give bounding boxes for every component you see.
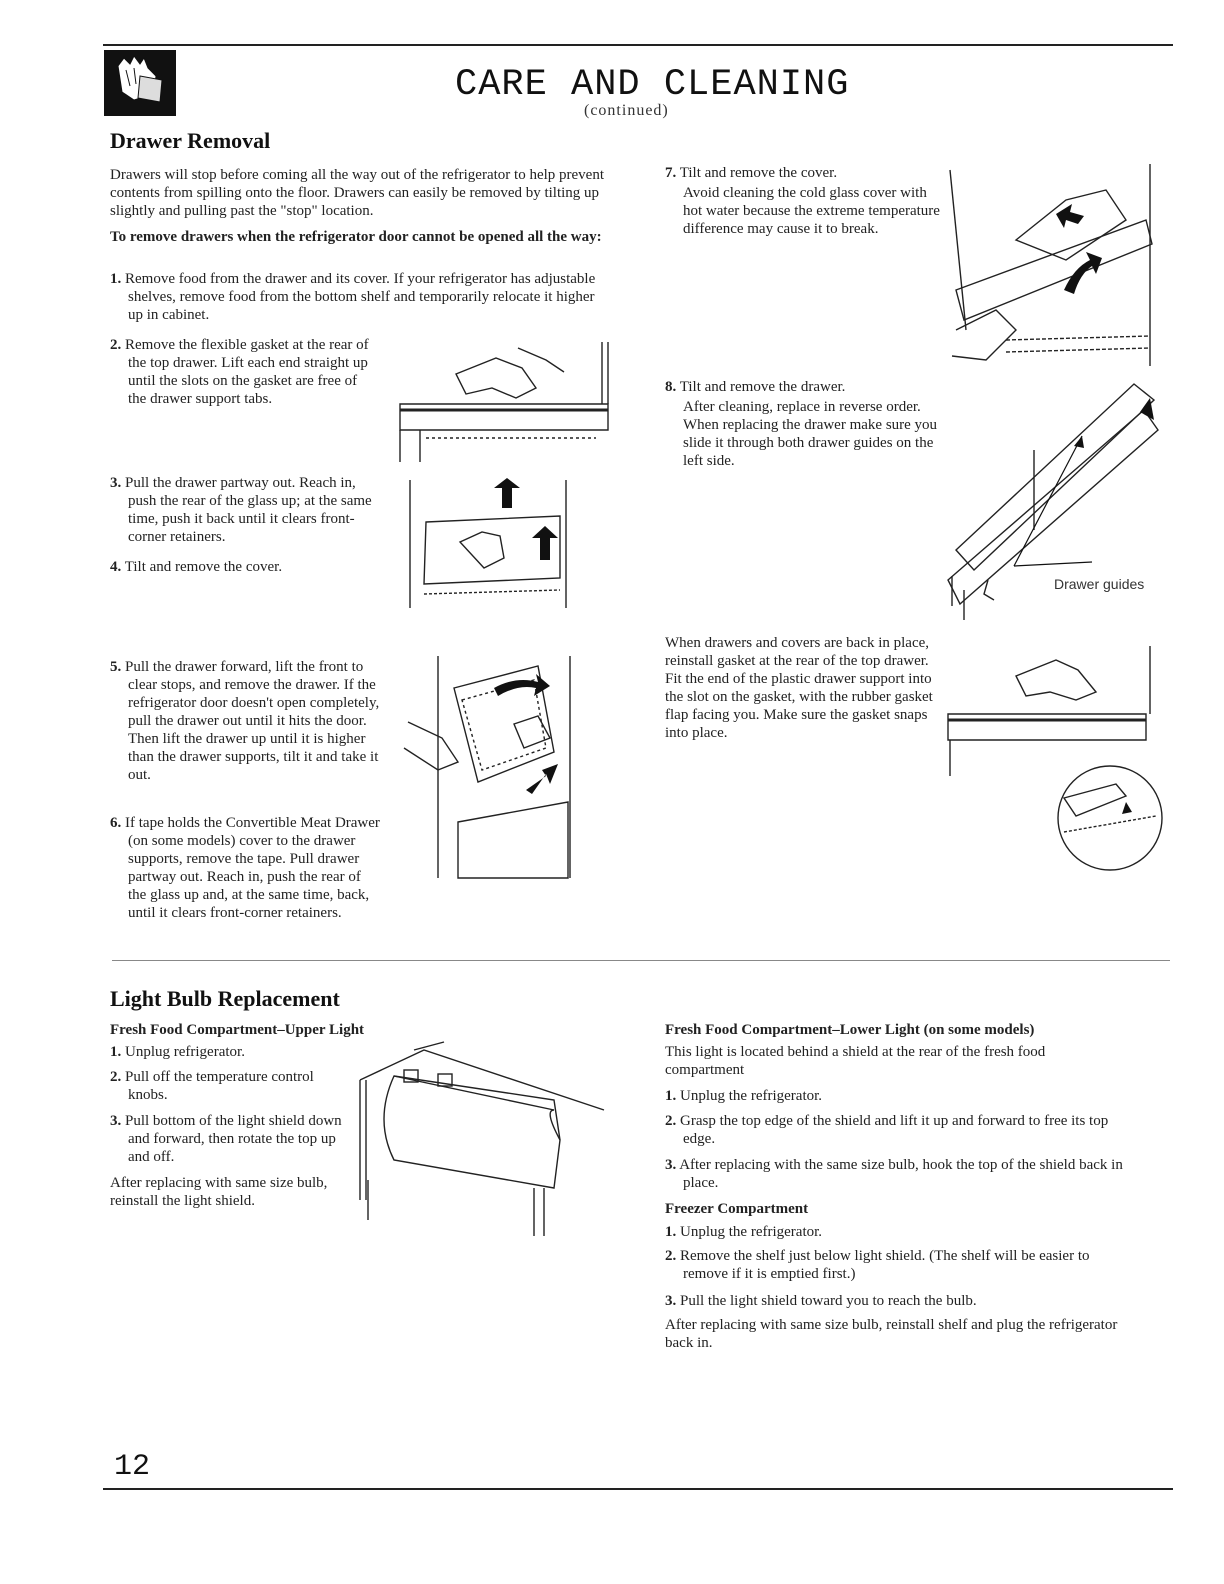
upper-light-step-3: [110, 1112, 350, 1166]
bottom-rule: [103, 1488, 1173, 1490]
freezer-subheading: Freezer Compartment: [665, 1201, 809, 1217]
hand-cleaning-icon: [104, 50, 176, 116]
page-subtitle: (continued): [584, 102, 669, 119]
lower-light-step-1: [665, 1087, 1135, 1105]
upper-light-step-1: [110, 1043, 350, 1061]
step-text: Grasp the top edge of the shield and lift it up and forward to free its top edge.: [680, 1113, 1109, 1147]
tilt-cover-illustration: [946, 160, 1160, 370]
step-number: 6.: [110, 815, 122, 831]
section-divider: [112, 960, 1170, 961]
freezer-step-3: [665, 1292, 1135, 1310]
step-number: 2.: [110, 1069, 122, 1085]
lower-light-intro: This light is located behind a shield at the rear of the fresh food compartment: [665, 1044, 1046, 1078]
lower-light-subheading: Fresh Food Compartment–Lower Light (on some models): [665, 1022, 1035, 1038]
top-rule: [103, 44, 1173, 46]
step-number: 3.: [665, 1293, 677, 1309]
reinstall-gasket-note: When drawers and covers are back in place, reinstall gasket at the rear of the top drawer. Fit the end of the plastic drawer support into the slot on the gasket, with the rubber gasket flap facing you. Make sure the gasket snaps into place.: [665, 635, 933, 741]
step-number: 4.: [110, 559, 122, 575]
upper-light-subheading: Fresh Food Compartment–Upper Light: [110, 1022, 365, 1038]
step-number: 5.: [110, 659, 122, 675]
drawer-step-2: [110, 336, 378, 408]
drawer-step-8: [665, 378, 945, 396]
lower-light-step-3: [665, 1156, 1135, 1192]
light-bulb-heading: Light Bulb Replacement: [110, 986, 340, 1011]
step-number: 3.: [110, 1113, 122, 1129]
upper-light-step-2: [110, 1068, 350, 1104]
step-text: Tilt and remove the drawer.: [679, 379, 846, 395]
step-text: Unplug refrigerator.: [125, 1044, 245, 1060]
drawer-step-7-note: Avoid cleaning the cold glass cover with hot water because the extreme temperature difference may cause it to break.: [683, 185, 940, 237]
step-number: 1.: [665, 1088, 677, 1104]
step-number: 3.: [110, 475, 122, 491]
step-text: Remove food from the drawer and its cover. If your refrigerator has adjustable shelves, remove food from the bottom shelf and temporarily relocate it higher up in cabinet.: [125, 271, 596, 323]
lower-light-step-2: [665, 1112, 1135, 1148]
drawer-step-1: [110, 270, 606, 324]
step-text: Pull the light shield toward you to reach the bulb.: [680, 1293, 977, 1309]
step-text: Pull off the temperature control knobs.: [125, 1069, 314, 1103]
step-text: Unplug the refrigerator.: [680, 1224, 823, 1240]
step-number: 3.: [665, 1157, 677, 1173]
light-shield-illustration: [354, 1040, 614, 1240]
drawer-step-8-note: After cleaning, replace in reverse order. When replacing the drawer make sure you slide it through both drawer guides on the left side.: [683, 399, 938, 469]
drawer-step-5: [110, 658, 382, 784]
step-number: 7.: [665, 165, 677, 181]
step-text: Pull the drawer partway out. Reach in, push the rear of the glass up; at the same time, push it back until it clears front-corner retainers.: [125, 475, 372, 545]
drawer-pull-illustration: [398, 652, 578, 882]
step-number: 1.: [110, 271, 122, 287]
drawer-step-6: [110, 814, 382, 922]
drawer-removal-intro: Drawers will stop before coming all the way out of the refrigerator to help prevent contents from spilling onto the floor. Drawers can easily be removed by tilting up slightly and pulling past the "stop" location.: [110, 167, 604, 219]
upper-light-after: After replacing with same size bulb, reinstall the light shield.: [110, 1175, 328, 1209]
step-text: After replacing with the same size bulb, hook the top of the shield back in place.: [679, 1157, 1123, 1191]
drawer-guides-label: Drawer guides: [1054, 576, 1145, 592]
step-number: 8.: [665, 379, 677, 395]
step-number: 1.: [665, 1224, 677, 1240]
step-text: If tape holds the Convertible Meat Drawer (on some models) cover to the drawer supports, remove the tape. Pull drawer partway out. Reach in, push the rear of the glass up and, at the same time, back, until it clears front-corner retainers.: [125, 815, 380, 921]
gasket-reinstall-illustration: [946, 636, 1162, 874]
glass-cover-illustration: [400, 478, 576, 610]
drawer-removal-heading: Drawer Removal: [110, 128, 271, 153]
step-text: Unplug the refrigerator.: [680, 1088, 823, 1104]
freezer-step-1: [665, 1223, 1135, 1241]
freezer-after: After replacing with same size bulb, reinstall shelf and plug the refrigerator back in.: [665, 1317, 1118, 1351]
step-number: 2.: [665, 1248, 677, 1264]
drawer-step-4: [110, 558, 382, 576]
drawer-removal-bold-instruction: To remove drawers when the refrigerator door cannot be opened all the way:: [110, 229, 602, 245]
drawer-step-3: [110, 474, 382, 546]
step-text: Remove the shelf just below light shield. (The shelf will be easier to remove if it is emptied first.): [680, 1248, 1090, 1282]
page-number: 12: [114, 1450, 151, 1484]
gasket-removal-illustration: [396, 338, 612, 466]
step-text: Tilt and remove the cover.: [124, 559, 283, 575]
drawer-step-7: [665, 164, 945, 182]
step-text: Remove the flexible gasket at the rear of the top drawer. Lift each end straight up until the slots on the gasket are free of the drawer support tabs.: [125, 337, 369, 407]
freezer-step-2: [665, 1247, 1135, 1283]
step-number: 2.: [665, 1113, 677, 1129]
step-number: 1.: [110, 1044, 122, 1060]
step-text: Pull the drawer forward, lift the front to clear stops, and remove the drawer. If the refrigerator door doesn't open completely, pull the drawer out until it hits the door. Then lift the drawer up until it is higher than the drawer supports, tilt it and take it out.: [125, 659, 380, 783]
step-text: Tilt and remove the cover.: [679, 165, 838, 181]
step-text: Pull bottom of the light shield down and forward, then rotate the top up and off.: [125, 1113, 342, 1165]
step-number: 2.: [110, 337, 122, 353]
page-title: CARE AND CLEANING: [455, 64, 850, 106]
